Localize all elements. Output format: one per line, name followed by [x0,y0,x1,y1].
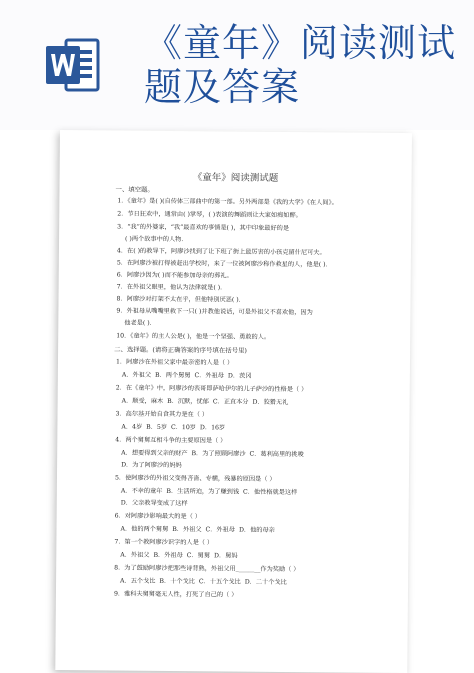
question-line: 3．高尔基开始自食其力是在（ ） [115,410,209,419]
question-line: 1．《童年》是( )(自传体三部曲中的第一部。另外两部是《我的大学》《在人间》。 [117,197,338,207]
options-line: D．父亲教导变成了这样 [120,499,188,508]
options-line: A．他的两个舅舅 B．外祖父 C．外祖母 D．他的母亲 [120,525,275,534]
question-line: 7．第一个教阿廖沙识字的人是（ ） [114,538,214,547]
question-line: 7．在外祖父眼里，他认为法律就是( )． [116,283,227,292]
question-line: 4．在( )的教导下，阿廖沙找到了让下班了街上最厉害的小孩克留什尼可夫。 [116,247,326,257]
options-line: A．顺受，麻木 B．沉默，忧郁 C．正直本分 D．狡猾无礼 [121,397,289,407]
options-line: A．想要得到父亲的财产 B．为了照顾阿廖沙 C．葛利高里的挑唆 [121,449,304,459]
options-line: D．为了阿廖沙的妈妈 [121,461,182,470]
question-line: 9．外祖母从嘴嘴里救下一只( )并教他说话，可是外祖父不喜欢他，因为 [116,307,313,317]
question-line: 6．阿廖沙因为( )而不能参加母亲的葬礼。 [116,271,233,280]
question-line: 8．阿廖沙对打架不太在乎，但他特别厌恶( )． [116,295,245,304]
question-line: ( )两个故事中的人物． [125,235,188,244]
options-line: A．不幸的童年 B．生活所迫，为了赚到钱 C．他性格就是这样 [120,487,298,497]
options-line: A．外祖父 B．外祖母 C．舅舅 D．舅妈 [120,551,238,560]
document-title: 《童年》阅读测试题 [192,172,279,184]
page-title-line-1: 《童年》阅读测试 [144,21,457,65]
question-line: 2．在《童年》中，阿廖沙的表哥即萨哈伊尔的儿子萨沙的性格是（ ） [115,384,308,394]
question-line: 4．两个舅舅互相斗争的主要原因是（ ） [115,436,227,445]
options-line: A．五个戈比 B．十个戈比 C．十五个戈比 D．二十个戈比 [120,577,287,586]
question-line: 3．“我”的外婆家，“我”最喜欢的事情是( )，其中印象最好的是 [117,223,290,233]
header-banner [0,0,474,130]
section-heading-choice: 二、选择题。(请将正确答案的序号填在括号里) [114,345,247,355]
question-line: 他老是( )． [124,319,156,327]
question-line: 5．在阿廖沙被打得被赶出学校时，来了一位被阿廖沙称作救星的人，他是( )． [116,259,332,269]
page-title-line-2: 题及答案 [144,65,301,109]
question-line: 8．为了鼓励阿廖沙把那些诗背熟，外祖父用________作为奖励（ ） [114,564,300,574]
question-line: 6．对阿廖沙影响最大的是（ ） [114,512,202,521]
question-line: 10．《童年》的主人公是( )，他是一个坚强、勇敢的人。 [116,332,271,341]
word-document-icon [44,36,102,94]
options-line: A．外祖父 B．两个舅舅 C．外祖母 D．茨冈 [121,371,252,380]
question-line: 9．雅科夫舅舅毫无人性，打死了自己的（ ） [113,590,238,599]
question-line: 1．阿廖沙在外祖父家中最亲密的人是（ ） [115,358,234,367]
options-line: A．4岁 B．5岁 C．10岁 D．16岁 [121,423,226,432]
section-heading-fill-blank: 一、填空题。 [115,185,154,194]
question-line: 2．节日狂欢中，通常由( )掌琴，( )表演的舞蹈则让大家如痴如醉。 [117,210,302,220]
question-line: 5．使阿廖沙的外祖父变得吝啬、专横，残暴的原因是（ ） [114,474,276,483]
document-page [55,130,412,673]
